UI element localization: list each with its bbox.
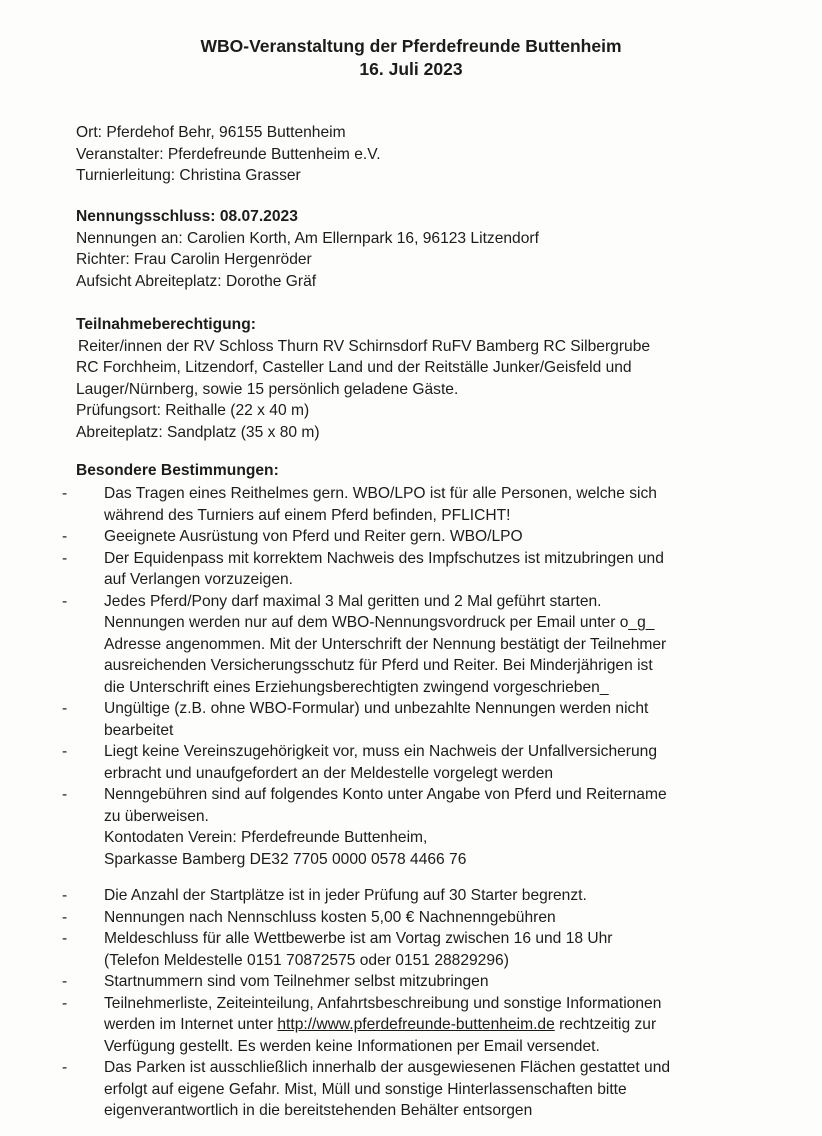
bestimmungen-list-2 [62,885,792,1122]
item-line: Adresse angenommen. Mit der Unterschrift der Nennung bestätigt der Teilnehmer [104,635,667,653]
item-line: Das Parken ist ausschließlich innerhalb der ausgewiesenen Flächen gestattet und [104,1059,671,1076]
bullet-dash: - [62,908,68,926]
item-text: rechtzeitig zur [554,1016,657,1033]
item-line [104,1014,792,1036]
item-line: die Unterschrift eines Erziehungsberechtigten zwingend vorgeschrieben_ [104,678,609,696]
item-line: Verfügung gestellt. Es werden keine Informationen per Email versendet. [104,1037,600,1055]
list-item [62,698,792,741]
bestimmungen-list [62,483,792,870]
bullet-dash: - [62,700,68,717]
bullet-dash: - [62,994,68,1012]
nennungen-an-line: Nennungen an: Carolien Korth, Am Ellernpark 16, 96123 Litzendorf [76,229,539,247]
item-line: Geeignete Ausrüstung von Pferd und Reiter gern. WBO/LPO [104,528,523,545]
teilnahme-line: Lauger/Nürnberg, sowie 15 persönlich geladene Gäste. [76,380,459,398]
list-item [62,741,792,784]
title-line-2: 16. Juli 2023 [359,59,463,79]
kontodaten-line: Kontodaten Verein: Pferdefreunde Buttenheim, [104,829,428,846]
bullet-dash: - [62,973,68,990]
item-line: auf Verlangen vorzuzeigen. [104,571,293,588]
teilnahme-line: Reiter/innen der RV Schloss Thurn RV Schirnsdorf RuFV Bamberg RC Silbergrube [78,337,651,355]
item-line: zu überweisen. [104,807,209,825]
ort-line: Ort: Pferdehof Behr, 96155 Buttenheim [76,124,346,141]
item-line: Nennungen werden nur auf dem WBO-Nennungsvordruck per Email unter o_g_ [104,614,655,631]
richter-line: Richter: Frau Carolin Hergenröder [76,251,312,268]
nennung-block [76,206,796,292]
item-line: Die Anzahl der Startplätze ist in jeder Prüfung auf 30 Starter begrenzt. [104,887,587,904]
list-item [62,971,792,993]
pruefungsort-line: Prüfungsort: Reithalle (22 x 40 m) [76,402,310,419]
bank-line: Sparkasse Bamberg DE32 7705 0000 0578 4466 76 [104,850,467,868]
info-block [76,122,796,187]
list-item [62,907,792,929]
item-line: Nennungen nach Nennschluss kosten 5,00 € Nachnenngebühren [104,908,556,926]
teilnahme-block [76,314,796,443]
list-item [62,784,792,870]
bullet-dash: - [62,592,68,610]
bullet-dash: - [62,549,68,567]
item-line: Liegt keine Vereinszugehörigkeit vor, muss ein Nachweis der Unfallversicherung [104,743,657,760]
item-line: während des Turniers auf einem Pferd befinden, PFLICHT! [104,506,511,524]
item-line: Meldeschluss für alle Wettbewerbe ist am Vortag zwischen 16 und 18 Uhr [104,930,613,947]
list-item [62,591,792,699]
item-line: erbracht und unaufgefordert an der Meldestelle vorgelegt werden [104,764,554,782]
list-item [62,526,792,548]
bestimmungen-heading: Besondere Bestimmungen: [76,462,279,479]
document-title [0,35,822,81]
item-line: (Telefon Meldestelle 0151 70872575 oder 0151 28829296) [104,951,509,969]
list-item [62,993,792,1058]
item-line: Startnummern sind vom Teilnehmer selbst mitzubringen [104,973,489,990]
item-line: Ungültige (z.B. ohne WBO-Formular) und unbezahlte Nennungen werden nicht [104,700,649,717]
list-item [62,548,792,591]
item-line: erfolgt auf eigene Gefahr. Mist, Müll und sonstige Hinterlassenschaften bitte [104,1080,627,1098]
turnierleitung-line: Turnierleitung: Christina Grasser [76,167,301,184]
abreiteplatz-line: Abreiteplatz: Sandplatz (35 x 80 m) [76,423,320,441]
item-text: werden im Internet unter [104,1016,278,1033]
list-item [62,928,792,971]
teilnahme-heading: Teilnahmeberechtigung: [76,316,256,333]
aufsicht-line: Aufsicht Abreiteplatz: Dorothe Gräf [76,272,317,290]
title-line-1: WBO-Veranstaltung der Pferdefreunde Buttenheim [200,36,622,56]
list-item [62,885,792,907]
bullet-dash: - [62,930,68,947]
bullet-dash: - [62,887,68,904]
item-line: bearbeitet [104,721,174,739]
website-link[interactable]: http://www.pferdefreunde-buttenheim.de [277,1016,555,1033]
bullet-dash: - [62,1059,68,1076]
nennungsschluss-heading: Nennungsschluss: 08.07.2023 [76,208,298,225]
item-line: Der Equidenpass mit korrektem Nachweis des Impfschutzes ist mitzubringen und [104,549,664,567]
bullet-dash: - [62,528,68,545]
bullet-dash: - [62,786,68,803]
veranstalter-line: Veranstalter: Pferdefreunde Buttenheim e.V. [76,145,381,163]
item-line: eigenverantwortlich in die bereitstehenden Behälter entsorgen [104,1102,533,1119]
list-item [62,483,792,526]
bullet-dash: - [62,485,68,502]
bullet-dash: - [62,743,68,760]
item-line: Nenngebühren sind auf folgendes Konto unter Angabe von Pferd und Reitername [104,786,667,803]
item-line: ausreichenden Versicherungsschutz für Pferd und Reiter. Bei Minderjährigen ist [104,657,653,674]
list-item [62,1057,792,1122]
item-line: Teilnehmerliste, Zeiteinteilung, Anfahrtsbeschreibung und sonstige Informationen [104,994,662,1012]
teilnahme-line: RC Forchheim, Litzendorf, Casteller Land und der Reitställe Junker/Geisfeld und [76,359,632,376]
item-line: Jedes Pferd/Pony darf maximal 3 Mal geritten und 2 Mal geführt starten. [104,592,602,610]
item-line: Das Tragen eines Reithelmes gern. WBO/LPO ist für alle Personen, welche sich [104,485,657,502]
